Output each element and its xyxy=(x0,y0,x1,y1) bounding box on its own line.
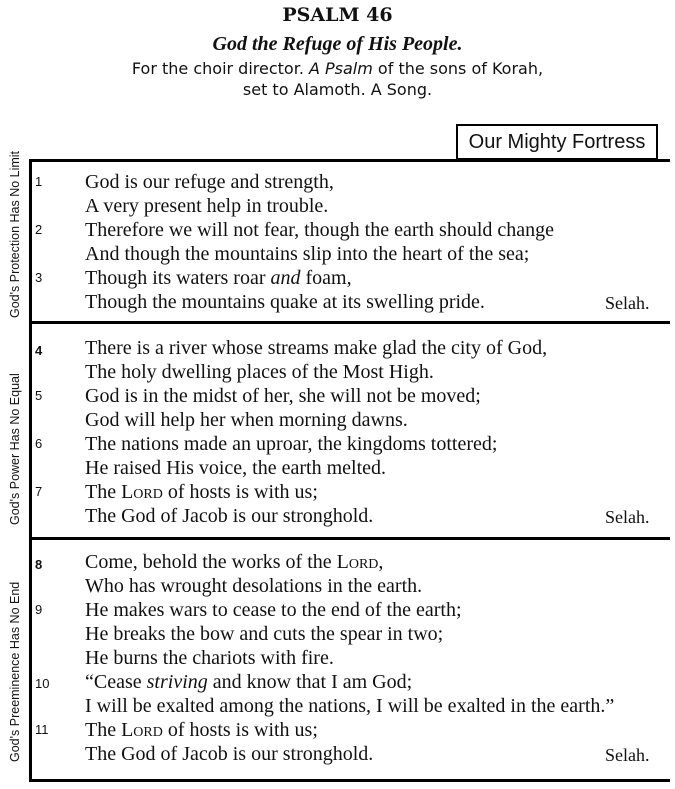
verse-number: 4 xyxy=(35,343,43,358)
verse-number: 11 xyxy=(35,722,49,737)
text-run: Though its waters roar xyxy=(85,267,271,289)
selah-marker: Selah. xyxy=(605,507,650,527)
verse-line: He makes wars to cease to the end of the earth; xyxy=(85,599,462,621)
psalm-subtitle: God the Refuge of His People. xyxy=(212,33,463,55)
verse-line: The God of Jacob is our stronghold. xyxy=(85,505,374,527)
selah-marker: Selah. xyxy=(605,293,650,313)
verse-line xyxy=(85,718,318,742)
verse-number: 3 xyxy=(35,270,43,285)
verse-line: The holy dwelling places of the Most High. xyxy=(85,361,434,383)
verse-line: God is our refuge and strength, xyxy=(85,171,334,193)
desc-part: For the choir director. xyxy=(131,59,309,78)
text-run: Come, behold the works of the xyxy=(85,551,337,573)
text-run: and know that I am God; xyxy=(207,671,413,693)
verse-number: 10 xyxy=(35,676,50,691)
text-italic: striving xyxy=(146,671,208,693)
verse-line: I will be exalted among the nations, I will be exalted in the earth.” xyxy=(85,695,615,717)
psalm-description xyxy=(0,58,675,100)
desc-italic: A Psalm xyxy=(308,59,373,78)
desc-part: of the sons of Korah, xyxy=(372,59,544,78)
section-heading-box: Our Mighty Fortress xyxy=(456,124,658,160)
verse-line xyxy=(85,266,352,290)
verse-line: The nations made an uproar, the kingdoms tottered; xyxy=(85,433,498,455)
text-run: The xyxy=(85,481,122,503)
bottom-rule xyxy=(29,779,670,782)
side-label-preeminence: God's Preeminence Has No End xyxy=(8,581,22,762)
verse-line: Who has wrought desolations in the earth. xyxy=(85,575,423,597)
verse-line xyxy=(85,480,318,504)
side-label-protection: God's Protection Has No Limit xyxy=(8,150,22,318)
text-run: , xyxy=(378,551,384,573)
text-run: foam, xyxy=(300,267,352,289)
verse-line: He breaks the bow and cuts the spear in two; xyxy=(85,623,444,645)
verse-line: There is a river whose streams make glad the city of God, xyxy=(85,337,548,359)
verse-line: He raised His voice, the earth melted. xyxy=(85,457,386,479)
text-run: “Cease xyxy=(85,671,147,693)
verse-number: 5 xyxy=(35,388,43,403)
verse-number: 6 xyxy=(35,436,43,451)
verse-line: He burns the chariots with fire. xyxy=(85,647,334,669)
desc-line-2: set to Alamoth. A Song. xyxy=(242,80,433,99)
verse-number: 7 xyxy=(35,484,43,499)
verse-number: 9 xyxy=(35,602,43,617)
text-run: of hosts is with us; xyxy=(162,481,318,503)
verse-line: Therefore we will not fear, though the earth should change xyxy=(85,219,555,241)
verse-number: 1 xyxy=(35,174,43,189)
verse-number: 8 xyxy=(35,557,43,572)
text-run: The xyxy=(85,719,122,741)
verse-line: God is in the midst of her, she will not be moved; xyxy=(85,385,481,407)
selah-marker: Selah. xyxy=(605,745,650,765)
psalm-title: PSALM 46 xyxy=(282,4,393,26)
verse-line: The God of Jacob is our stronghold. xyxy=(85,743,374,765)
side-label-power: God's Power Has No Equal xyxy=(8,373,22,525)
verse-line xyxy=(85,550,383,574)
verse-line: A very present help in trouble. xyxy=(85,195,329,217)
verse-line: And though the mountains slip into the heart of the sea; xyxy=(85,243,530,265)
text-run: of hosts is with us; xyxy=(162,719,318,741)
text-italic: and xyxy=(270,267,301,289)
divine-name: Lord xyxy=(121,481,163,503)
verse-line xyxy=(85,670,412,694)
verse-number: 2 xyxy=(35,222,43,237)
verse-line: Though the mountains quake at its swelling pride. xyxy=(85,291,485,313)
verse-line: God will help her when morning dawns. xyxy=(85,409,408,431)
divine-name: Lord xyxy=(121,719,163,741)
divine-name: Lord xyxy=(336,551,379,573)
